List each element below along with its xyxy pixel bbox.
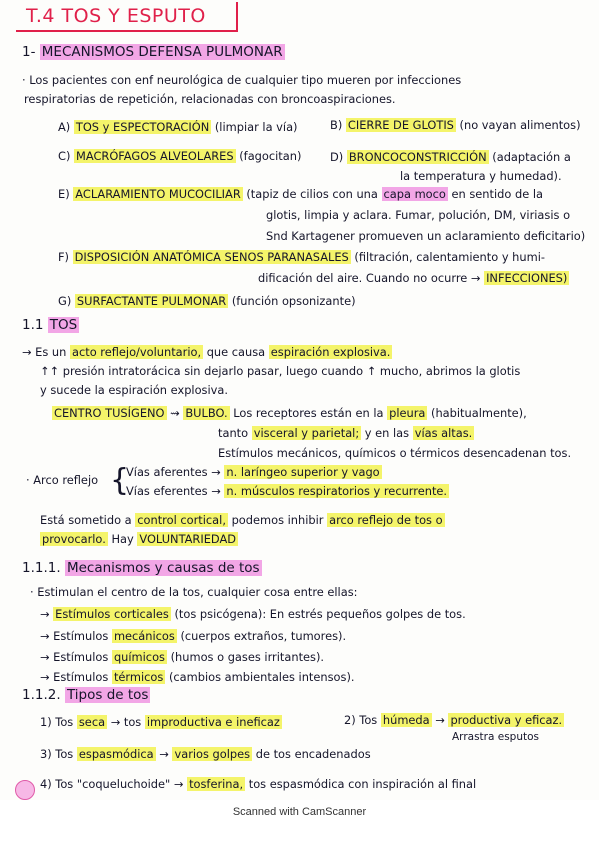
heading-1-1: 1.1 TOS xyxy=(22,317,78,333)
item-d-line-2: la temperatura y humedad). xyxy=(400,169,562,183)
item-a: A) TOS y ESPECTORACIÓN (limpiar la vía) xyxy=(58,120,298,134)
item-e-line-2: glotis, limpia y aclara. Fumar, polución, DM, viriasis o xyxy=(266,208,571,222)
scanner-watermark: Scanned with CamScanner xyxy=(232,806,367,818)
item-e: E) ACLARAMIENTO MUCOCILIAR (tapiz de cilios con una capa moco en sentido de la xyxy=(58,187,543,201)
brace-icon: { xyxy=(110,463,130,498)
item-b: B) CIERRE DE GLOTIS (no vayan alimentos) xyxy=(330,118,581,132)
tos-line-1: → Es un acto reflejo/voluntario, que causa espiración explosiva. xyxy=(22,345,391,359)
item-d: D) BRONCOCONSTRICCIÓN (adaptación a xyxy=(330,150,571,164)
item-f-line-2: dificación del aire. Cuando no ocurre → INFECCIONES) xyxy=(258,271,568,285)
tipo-tos-coqueluchoide: 4) Tos "coqueluchoide" → tosferina, tos espasmódica con inspiración al final xyxy=(40,777,477,791)
estimulos-mecanicos: → Estímulos mecánicos (cuerpos extraños, tumores). xyxy=(40,629,347,643)
intro-line-2: respiratorias de repetición, relacionadas con broncoaspiraciones. xyxy=(24,92,396,106)
estimulos-termicos: → Estímulos térmicos (cambios ambientales intensos). xyxy=(40,670,355,684)
estimulos-corticales: → Estímulos corticales (tos psicógena): En estrés pequeños golpes de tos. xyxy=(40,607,466,621)
arco-aferentes: Vías aferentes → n. laríngeo superior y vago xyxy=(126,465,380,479)
tos-line-3: y sucede la espiración explosiva. xyxy=(40,383,229,397)
page-number-circle xyxy=(15,780,35,800)
item-f: F) DISPOSICIÓN ANATÓMICA SENOS PARANASALES (filtración, calentamiento y humi- xyxy=(58,250,545,264)
tos-line-6: Estímulos mecánicos, químicos o térmicos desencadenan tos. xyxy=(218,446,572,460)
arco-reflejo-label: · Arco reflejo xyxy=(26,473,99,487)
page-title: T.4 TOS Y ESPUTO xyxy=(26,5,206,27)
control-cortical-line-2: provocarlo. Hay VOLUNTARIEDAD xyxy=(42,532,237,546)
tos-line-4: CENTRO TUSÍGENO ⇝ BULBO. Los receptores están en la pleura (habitualmente), xyxy=(54,406,527,420)
tipo-tos-seca: 1) Tos seca → tos improductiva e ineficaz xyxy=(40,715,280,729)
intro-line-1: · Los pacientes con enf neurológica de cualquier tipo mueren por infecciones xyxy=(22,73,462,87)
heading-1: 1- MECANISMOS DEFENSA PULMONAR xyxy=(22,44,283,60)
item-c: C) MACRÓFAGOS ALVEOLARES (fagocitan) xyxy=(58,149,302,163)
item-e-line-3: Snd Kartagener promueven un aclaramiento deficitario) xyxy=(266,229,586,243)
tipo-tos-espasmodica: 3) Tos espasmódica → varios golpes de tos encadenados xyxy=(40,747,371,761)
tos-line-2: ↑↑ presión intratorácica sin dejarlo pasar, luego cuando ↑ mucho, abrimos la glotis xyxy=(40,364,521,378)
mecanismos-intro: · Estimulan el centro de la tos, cualquier cosa entre ellas: xyxy=(30,585,358,599)
heading-1-1-2: 1.1.2. Tipos de tos xyxy=(22,687,149,703)
tipo-tos-humeda-line-2: Arrastra esputos xyxy=(452,731,540,743)
arco-eferentes: Vías eferentes → n. músculos respiratorios y recurrente. xyxy=(126,484,448,498)
item-g: G) SURFACTANTE PULMONAR (función opsonizante) xyxy=(58,294,356,308)
estimulos-quimicos: → Estímulos químicos (humos o gases irritantes). xyxy=(40,650,325,664)
heading-1-1-1: 1.1.1. Mecanismos y causas de tos xyxy=(22,560,260,576)
tos-line-5: tanto visceral y parietal; y en las vías altas. xyxy=(218,426,473,440)
heading-1-text: MECANISMOS DEFENSA PULMONAR xyxy=(41,44,283,60)
control-cortical-line-1: Está sometido a control cortical, podemos inhibir arco reflejo de tos o xyxy=(40,513,443,527)
tipo-tos-humeda: 2) Tos húmeda → productiva y eficaz. xyxy=(344,713,563,727)
